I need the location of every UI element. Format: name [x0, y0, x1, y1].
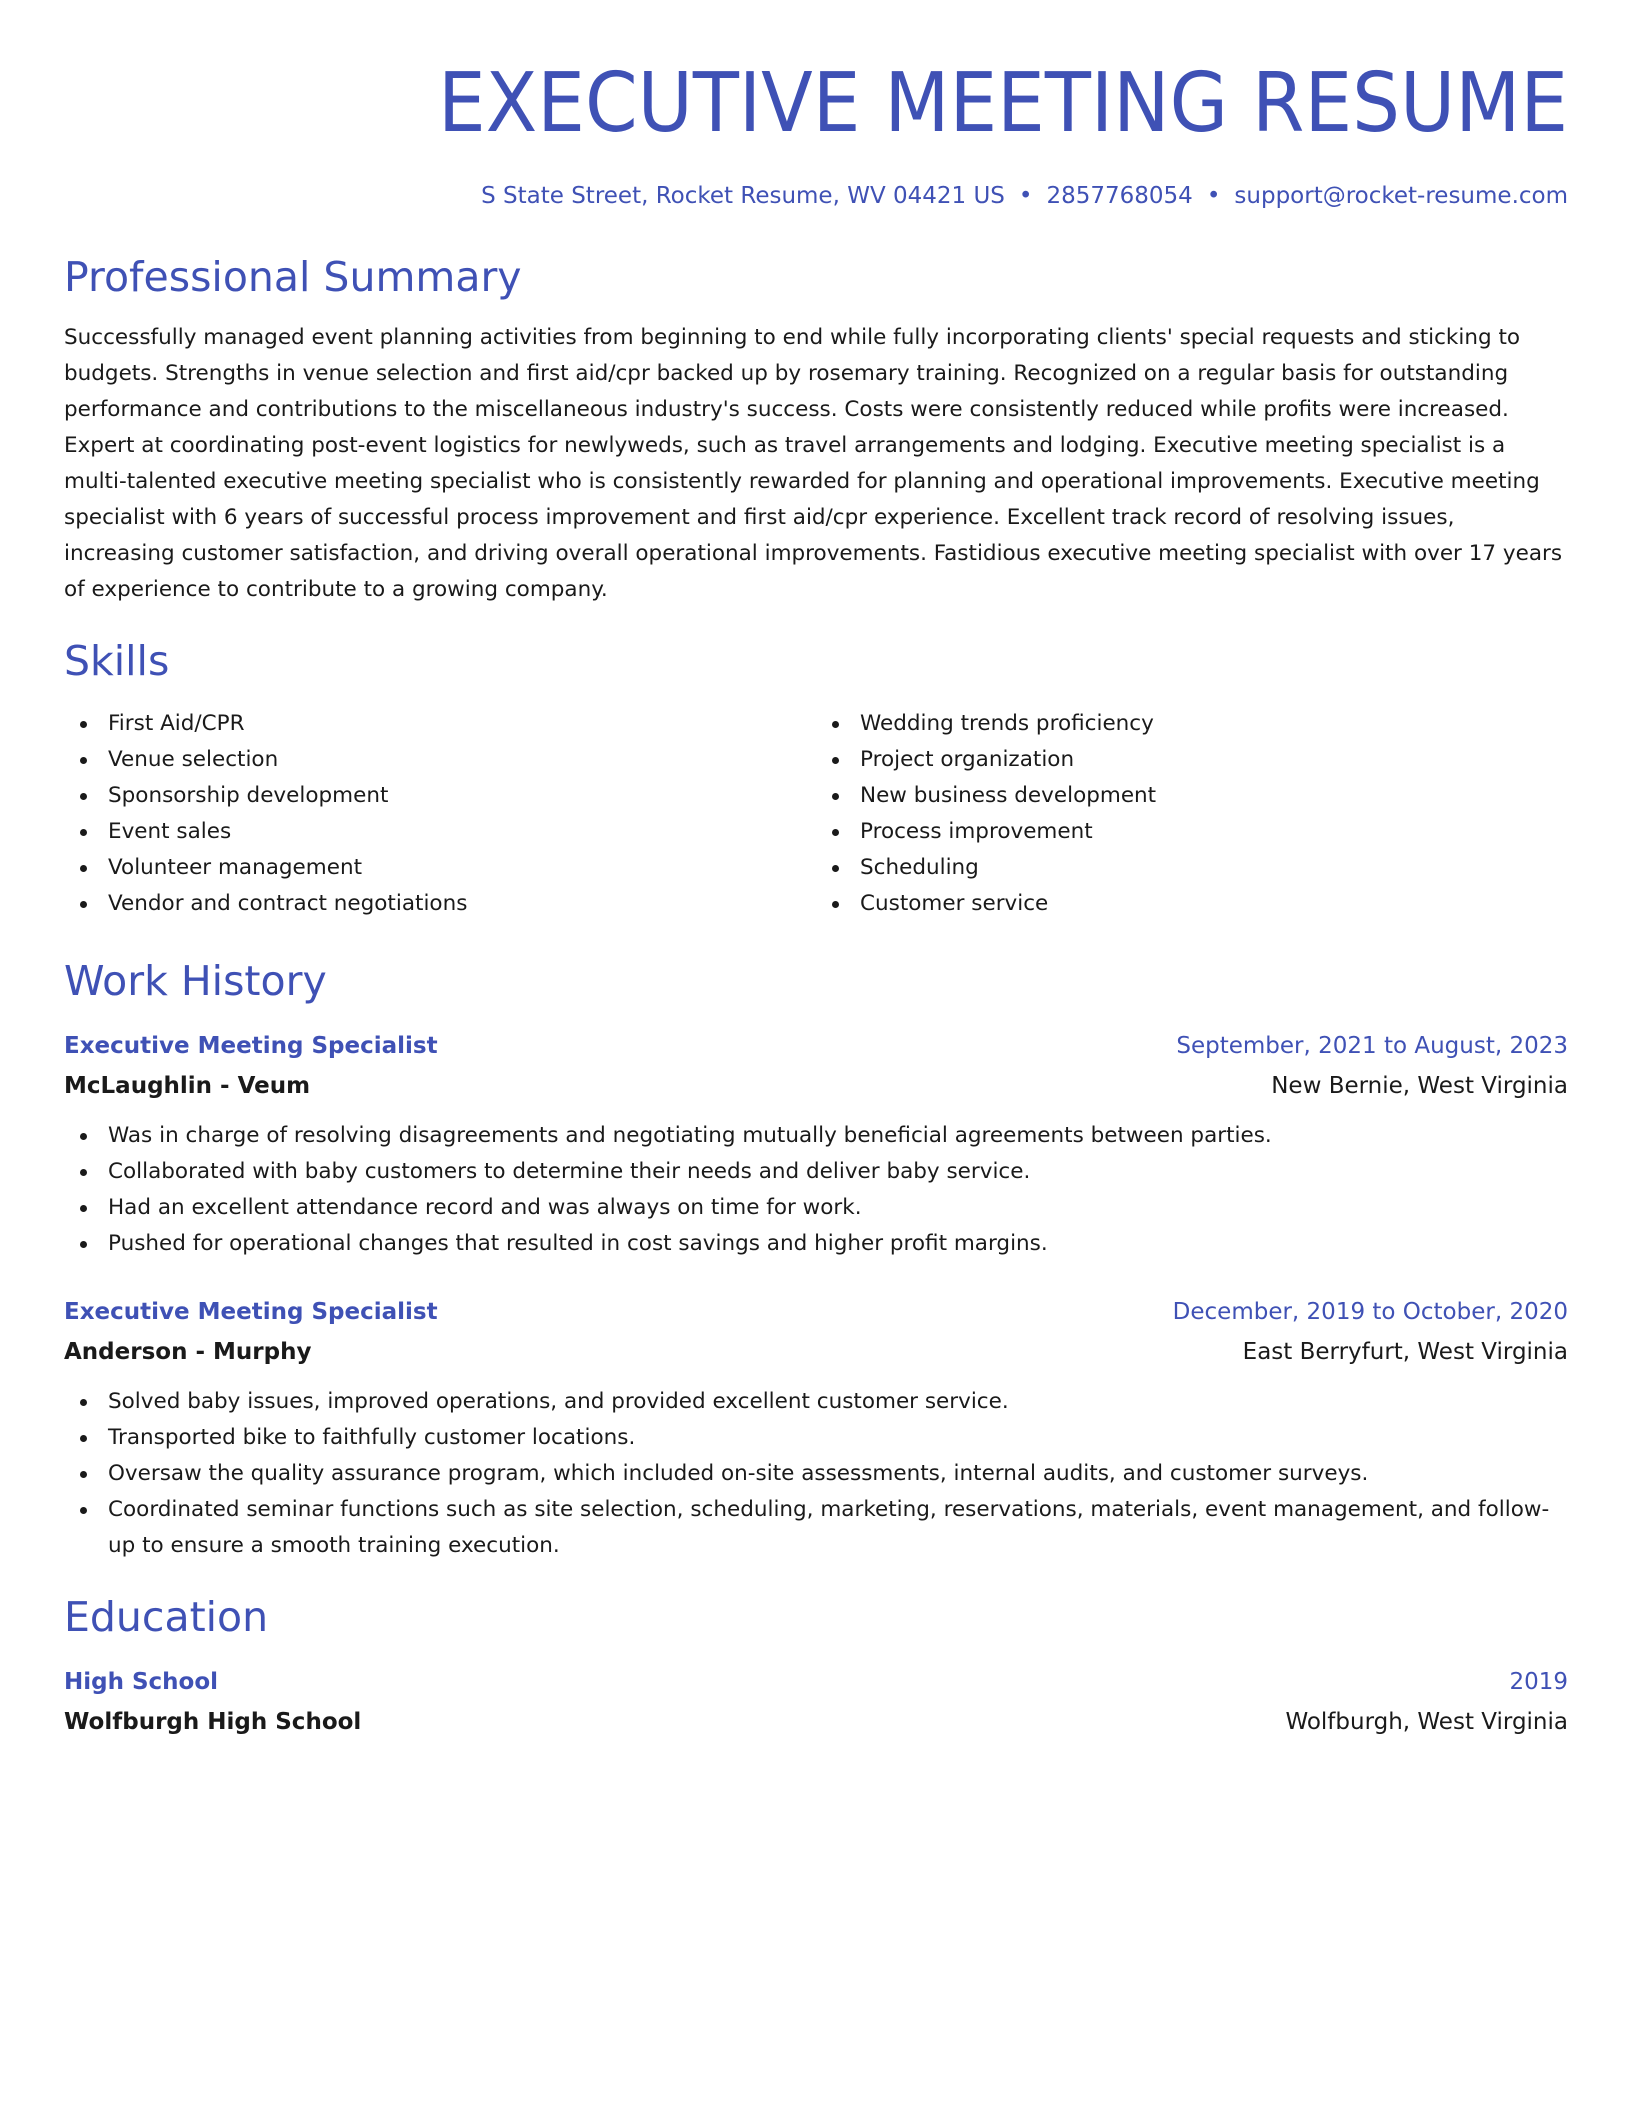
work-history-heading: Work History: [64, 957, 327, 1005]
contact-separator: •: [1206, 183, 1221, 209]
skill-item: Venue selection: [108, 742, 816, 778]
job-bullet: Transported bike to faithfully customer locations.: [108, 1420, 1568, 1456]
job-employer-row: [64, 1332, 1568, 1372]
job-employer-row: [64, 1066, 1568, 1106]
contact-line: [64, 180, 1568, 212]
job-bullet: Was in charge of resolving disagreements and negotiating mutually beneficial agreements between parties.: [108, 1118, 1568, 1154]
education-header-row: [64, 1662, 1568, 1702]
job-bullet: Collaborated with baby customers to determine their needs and deliver baby service.: [108, 1154, 1568, 1190]
job-bullets: [64, 1118, 1568, 1262]
job-bullets: [64, 1384, 1568, 1564]
job-entry: [64, 1026, 1568, 1262]
contact-address: S State Street, Rocket Resume, WV 04421 US: [481, 183, 1005, 209]
skill-item: Scheduling: [860, 850, 1568, 886]
skill-item: Customer service: [860, 886, 1568, 922]
summary-heading: Professional Summary: [64, 253, 522, 301]
job-bullet: Solved baby issues, improved operations, and provided excellent customer service.: [108, 1384, 1568, 1420]
skill-item: Volunteer management: [108, 850, 816, 886]
skill-item: Vendor and contract negotiations: [108, 886, 816, 922]
education-location: Wolfburgh, West Virginia: [1285, 1709, 1568, 1735]
job-employer: Anderson - Murphy: [64, 1339, 312, 1365]
job-dates: September, 2021 to August, 2023: [1176, 1033, 1568, 1059]
education-year: 2019: [1509, 1669, 1568, 1695]
job-header-row: [64, 1026, 1568, 1066]
contact-separator: •: [1018, 183, 1033, 209]
skill-item: Wedding trends proficiency: [860, 706, 1568, 742]
skill-item: New business development: [860, 778, 1568, 814]
resume-name: EXECUTIVE MEETING RESUME: [437, 56, 1568, 151]
education-entry: [64, 1662, 1568, 1742]
job-title: Executive Meeting Specialist: [64, 1299, 438, 1325]
skills-heading: Skills: [64, 637, 170, 685]
job-location: New Bernie, West Virginia: [1271, 1073, 1568, 1099]
job-employer: McLaughlin - Veum: [64, 1073, 311, 1099]
contact-email: support@rocket-resume.com: [1234, 183, 1568, 209]
job-location: East Berryfurt, West Virginia: [1242, 1339, 1568, 1365]
job-entry: [64, 1292, 1568, 1564]
job-title: Executive Meeting Specialist: [64, 1033, 438, 1059]
skills-list: [64, 706, 1568, 922]
job-bullet: Coordinated seminar functions such as site selection, scheduling, marketing, reservations, materials, event management, and follow-up to ensure a smooth training execution.: [108, 1492, 1568, 1564]
job-bullet: Had an excellent attendance record and was always on time for work.: [108, 1190, 1568, 1226]
education-school: Wolfburgh High School: [64, 1709, 362, 1735]
education-heading: Education: [64, 1593, 269, 1641]
skill-item: Project organization: [860, 742, 1568, 778]
skill-item: Process improvement: [860, 814, 1568, 850]
job-bullet: Oversaw the quality assurance program, which included on-site assessments, internal audits, and customer surveys.: [108, 1456, 1568, 1492]
education-degree: High School: [64, 1669, 219, 1695]
job-header-row: [64, 1292, 1568, 1332]
skills-column-left: [64, 706, 816, 922]
skills-column-right: [816, 706, 1568, 922]
skill-item: Event sales: [108, 814, 816, 850]
skill-item: First Aid/CPR: [108, 706, 816, 742]
summary-text: Successfully managed event planning activities from beginning to end while fully incorporating clients' special requests and sticking to budgets. Strengths in venue selection and first aid/cpr backed up by rosemary training. Recognized on a regular basis for outstanding performance and contributions to the miscellaneous industry's success. Costs were consistently reduced while profits were increased. Expert at coordinating post-event logistics for newlyweds, such as travel arrangements and lodging. Executive meeting specialist is a multi-talented executive meeting specialist who is consistently rewarded for planning and operational improvements. Executive meeting specialist with 6 years of successful process improvement and first aid/cpr experience. Excellent track record of resolving issues, increasing customer satisfaction, and driving overall operational improvements. Fastidious executive meeting specialist with over 17 years of experience to contribute to a growing company.: [64, 325, 1563, 602]
contact-phone: 2857768054: [1046, 183, 1193, 209]
job-bullet: Pushed for operational changes that resulted in cost savings and higher profit margins.: [108, 1226, 1568, 1262]
skill-item: Sponsorship development: [108, 778, 816, 814]
job-dates: December, 2019 to October, 2020: [1172, 1299, 1568, 1325]
education-school-row: [64, 1702, 1568, 1742]
